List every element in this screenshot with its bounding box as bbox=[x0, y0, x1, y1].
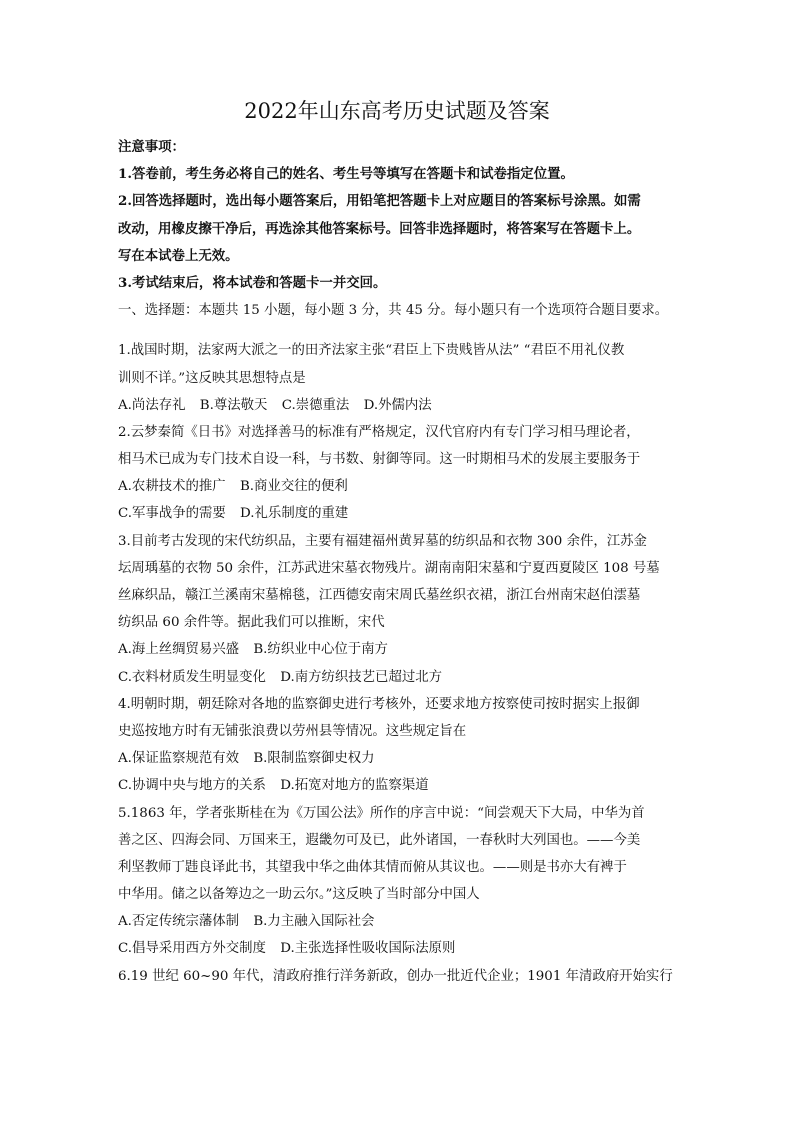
option-c: C.协调中央与地方的关系 bbox=[118, 778, 266, 794]
option-d: D.南方纺织技艺已超过北方 bbox=[280, 669, 443, 685]
option-a: A.尚法存礼 bbox=[118, 397, 186, 413]
question-3-options-row-2 bbox=[118, 664, 684, 691]
question-5-stem: 利坚教师丁韪良译此书，其望我中华之曲体其情而俯从其议也。——则是书亦大有裨于 bbox=[118, 859, 627, 875]
notice-item-2-line-1: 2.回答选择题时，选出每小题答案后，用铅笔把答题卡上对应题目的答案标号涂黑。如需 bbox=[118, 193, 641, 210]
option-d: D.礼乐制度的重建 bbox=[240, 506, 349, 522]
notice-item-1: 1.答卷前，考生务必将自己的姓名、考生号等填写在答题卡和试卷指定位置。 bbox=[118, 166, 574, 183]
option-a: A.保证监察规范有效 bbox=[118, 751, 240, 767]
notice-heading: 注意事项： bbox=[118, 139, 185, 155]
question-4-stem: 4.明朝时期，朝廷除对各地的监察御史进行考核外，还要求地方按察使司按时据实上报御 bbox=[118, 696, 640, 712]
option-b: B.商业交往的便利 bbox=[239, 479, 348, 495]
option-b: B.尊法敬天 bbox=[199, 397, 268, 413]
question-1-stem: 训则不详。”这反映其思想特点是 bbox=[118, 370, 306, 386]
option-d: D.主张选择性吸收国际法原则 bbox=[280, 941, 456, 957]
option-a: A.农耕技术的推广 bbox=[118, 479, 226, 495]
question-5-stem: 5.1863 年，学者张斯桂在为《万国公法》所作的序言中说：“间尝观天下大局，中华为首 bbox=[118, 805, 645, 821]
option-c: C.倡导采用西方外交制度 bbox=[118, 941, 266, 957]
question-3-stem: 坛周瑀墓的衣物 50 余件，江苏武进宋墓衣物残片。湖南南阳宋墓和宁夏西夏陵区 108 号墓 bbox=[118, 560, 660, 576]
question-4-stem: 史巡按地方时有无铺张浪费以劳州县等情况。这些规定旨在 bbox=[118, 723, 467, 739]
notice-item-2-line-3: 写在本试卷上无效。 bbox=[118, 247, 239, 264]
option-b: B.限制监察御史权力 bbox=[253, 751, 375, 767]
option-c: C.衣料材质发生明显变化 bbox=[118, 669, 266, 685]
option-b: B.纺织业中心位于南方 bbox=[253, 642, 388, 658]
section-heading: 一、选择题：本题共 15 小题，每小题 3 分，共 45 分。每小题只有一个选项符合题目要求。 bbox=[118, 303, 669, 319]
document-body bbox=[118, 134, 684, 990]
option-d: D.拓宽对地方的监察渠道 bbox=[280, 778, 429, 794]
option-a: A.海上丝绸贸易兴盛 bbox=[118, 642, 240, 658]
question-2-options-row-1 bbox=[118, 473, 684, 500]
question-4-options-row-1 bbox=[118, 745, 684, 772]
question-3-options-row-1 bbox=[118, 636, 684, 663]
option-b: B.力主融入国际社会 bbox=[253, 914, 375, 930]
option-a: A.否定传统宗藩体制 bbox=[118, 914, 240, 930]
option-c: C.军事战争的需要 bbox=[118, 506, 226, 522]
notice-item-2-line-2: 改动，用橡皮擦干净后，再选涂其他答案标号。回答非选择题时，将答案写在答题卡上。 bbox=[118, 220, 641, 237]
spacer bbox=[118, 324, 684, 337]
question-3-stem: 3.目前考古发现的宋代纺织品，主要有福建福州黄昇墓的纺织品和衣物 300 余件，江苏金 bbox=[118, 533, 647, 549]
question-1-stem: 1.战国时期，法家两大派之一的田齐法家主张“君臣上下贵贱皆从法” “君臣不用礼仪教 bbox=[118, 343, 625, 359]
question-3-stem: 丝麻织品，赣江兰溪南宋墓棉毯，江西德安南宋周氏墓丝织衣裙，浙江台州南宋赵伯澐墓 bbox=[118, 588, 641, 603]
question-2-stem: 2.云梦秦简《日书》对选择善马的标准有严格规定，汉代官府内有专门学习相马理论者， bbox=[118, 424, 640, 440]
question-3-stem: 纺织品 60 余件等。据此我们可以推断，宋代 bbox=[118, 615, 385, 631]
question-5-options-row-1 bbox=[118, 908, 684, 935]
question-2-options-row-2 bbox=[118, 500, 684, 527]
question-5-stem: 善之区、四海会同、万国来王，遐畿勿可及已，此外诸国，一春秋时大列国也。——今美 bbox=[118, 832, 641, 848]
option-c: C.崇德重法 bbox=[281, 397, 350, 413]
question-6-stem: 6.19 世纪 60~90 年代，清政府推行洋务新政，创办一批近代企业；1901 年清政府开始实行 bbox=[118, 968, 673, 984]
question-4-options-row-2 bbox=[118, 772, 684, 799]
page-title: 2022年山东高考历史试题及答案 bbox=[244, 99, 550, 123]
question-1-options bbox=[118, 392, 684, 419]
notice-item-3: 3.考试结束后，将本试卷和答题卡一并交回。 bbox=[118, 274, 387, 291]
question-5-stem: 中华用。储之以备筹边之一助云尔。”这反映了当时部分中国人 bbox=[118, 887, 480, 903]
option-d: D.外儒内法 bbox=[363, 397, 432, 413]
question-2-stem: 相马术已成为专门技术自设一科，与书数、射御等同。这一时期相马术的发展主要服务于 bbox=[118, 452, 641, 468]
question-5-options-row-2 bbox=[118, 935, 684, 962]
